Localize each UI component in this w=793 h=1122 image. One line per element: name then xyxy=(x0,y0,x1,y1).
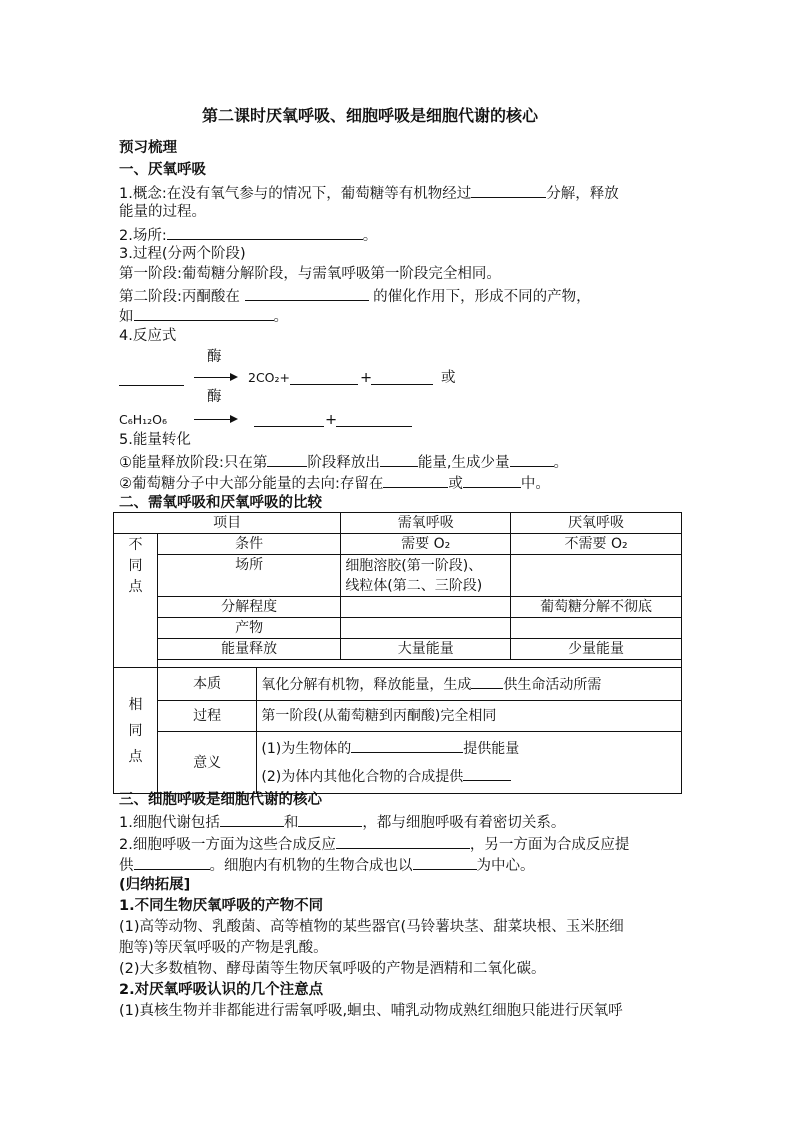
place-line: 2.场所: 。 xyxy=(119,224,377,246)
blank[interactable] xyxy=(413,854,477,870)
blank[interactable] xyxy=(134,854,210,870)
arrow-icon xyxy=(194,419,236,420)
s3-line-2: 2.细胞呼吸一方面为这些合成反应 ，另一方面为合成反应提 xyxy=(119,833,629,855)
blank[interactable] xyxy=(119,385,184,386)
cell xyxy=(511,555,682,597)
section1-heading: 一、厌氧呼吸 xyxy=(119,162,206,178)
co2-label: 2CO₂+ xyxy=(248,370,291,385)
ext-h2: 2.对厌氧呼吸认识的几个注意点 xyxy=(119,982,324,998)
cell: 第一阶段(从葡萄糖到丙酮酸)完全相同 xyxy=(257,701,682,732)
arrow-icon xyxy=(194,377,236,378)
blank[interactable] xyxy=(380,451,418,467)
blank[interactable] xyxy=(336,833,470,849)
plus-sign: + xyxy=(360,370,373,386)
blank[interactable] xyxy=(245,285,369,301)
energy-line-1: ①能量释放阶段:只在第 阶段释放出 能量,生成少量 。 xyxy=(119,451,568,473)
cell: 需要 O₂ xyxy=(341,534,511,555)
cell xyxy=(341,597,511,618)
equation-heading: 4.反应式 xyxy=(119,328,177,344)
cell: (1)为生物体的 提供能量 (2)为体内其他化合物的合成提供 xyxy=(257,732,682,794)
row-meaning: 意义 xyxy=(157,732,257,794)
stage2-line: 第二阶段:丙酮酸在 的催化作用下，形成不同的产物， xyxy=(119,285,591,307)
extension-heading: (归纳拓展] xyxy=(119,877,191,893)
s3-line-1: 1.细胞代谢包括 和 ，都与细胞呼吸有着密切关系。 xyxy=(119,811,565,833)
blank[interactable] xyxy=(463,472,521,488)
concept-line-2: 能量的过程。 xyxy=(119,204,206,220)
concept-line: 1.概念:在没有氧气参与的情况下，葡萄糖等有机物经过 分解，释放 xyxy=(119,182,619,204)
comparison-table xyxy=(113,512,682,794)
cell: 大量能量 xyxy=(341,639,511,660)
blank[interactable] xyxy=(471,182,546,198)
process-line: 3.过程(分两个阶段) xyxy=(119,246,246,262)
glucose-formula: C₆H₁₂O₆ xyxy=(119,412,168,427)
preview-heading: 预习梳理 xyxy=(119,140,177,156)
row-essence: 本质 xyxy=(157,668,257,701)
spacer xyxy=(157,660,681,668)
ext-p1: (1)高等动物、乳酸菌、高等植物的某些器官(马铃薯块茎、甜菜块根、玉米胚细 xyxy=(119,919,624,935)
cell xyxy=(341,618,511,639)
cell: 不需要 O₂ xyxy=(511,534,682,555)
cell: 葡萄糖分解不彻底 xyxy=(511,597,682,618)
blank[interactable] xyxy=(371,384,433,385)
energy-heading: 5.能量转化 xyxy=(119,432,191,448)
cell: 细胞溶胶(第一阶段)、 线粒体(第二、三阶段) xyxy=(341,555,511,597)
row-process: 过程 xyxy=(157,701,257,732)
energy-line-2: ②葡萄糖分子中大部分能量的去向:存留在 或 中。 xyxy=(119,472,550,494)
diff-label: 不同点 xyxy=(114,534,158,668)
enzyme-label: 酶 xyxy=(207,389,222,405)
row-place: 场所 xyxy=(157,555,340,597)
blank[interactable] xyxy=(267,451,307,467)
ext-p4: (1)真核生物并非都能进行需氧呼吸,蛔虫、哺乳动物成熟红细胞只能进行厌氧呼 xyxy=(119,1003,623,1019)
ext-p2: 胞等)等厌氧呼吸的产物是乳酸。 xyxy=(119,940,328,956)
blank[interactable] xyxy=(298,811,362,827)
row-degree: 分解程度 xyxy=(157,597,340,618)
ext-p3: (2)大多数植物、酵母菌等生物厌氧呼吸的产物是酒精和二氧化碳。 xyxy=(119,961,546,977)
blank[interactable] xyxy=(463,765,511,781)
blank[interactable] xyxy=(290,384,358,385)
same-label: 相同点 xyxy=(114,668,158,794)
blank[interactable] xyxy=(351,737,463,753)
blank[interactable] xyxy=(134,305,274,321)
enzyme-label: 酶 xyxy=(207,349,222,365)
header-item: 项目 xyxy=(114,513,341,534)
or-label: 或 xyxy=(441,370,456,386)
cell xyxy=(511,618,682,639)
stage1-line: 第一阶段:葡萄糖分解阶段，与需氧呼吸第一阶段完全相同。 xyxy=(119,266,501,282)
blank[interactable] xyxy=(167,224,363,240)
ext-h1: 1.不同生物厌氧呼吸的产物不同 xyxy=(119,898,324,914)
stage2-line-2: 如 。 xyxy=(119,305,288,327)
s3-line-3: 供 。细胞内有机物的生物合成也以 为中心。 xyxy=(119,854,535,876)
header-aerobic: 需氧呼吸 xyxy=(341,513,511,534)
blank[interactable] xyxy=(220,811,284,827)
plus-sign: + xyxy=(325,412,338,428)
section3-heading: 三、细胞呼吸是细胞代谢的核心 xyxy=(119,792,322,808)
blank[interactable] xyxy=(254,426,324,427)
blank[interactable] xyxy=(383,472,448,488)
row-condition: 条件 xyxy=(157,534,340,555)
row-product: 产物 xyxy=(157,618,340,639)
cell: 少量能量 xyxy=(511,639,682,660)
header-anaerobic: 厌氧呼吸 xyxy=(511,513,682,534)
blank[interactable] xyxy=(510,451,554,467)
cell: 氧化分解有机物，释放能量，生成 供生命活动所需 xyxy=(257,668,682,701)
blank[interactable] xyxy=(471,673,503,689)
row-energy: 能量释放 xyxy=(157,639,340,660)
blank[interactable] xyxy=(336,426,412,427)
section2-heading: 二、需氧呼吸和厌氧呼吸的比较 xyxy=(119,495,322,511)
page-title: 第二课时厌氧呼吸、细胞呼吸是细胞代谢的核心 xyxy=(202,106,539,125)
